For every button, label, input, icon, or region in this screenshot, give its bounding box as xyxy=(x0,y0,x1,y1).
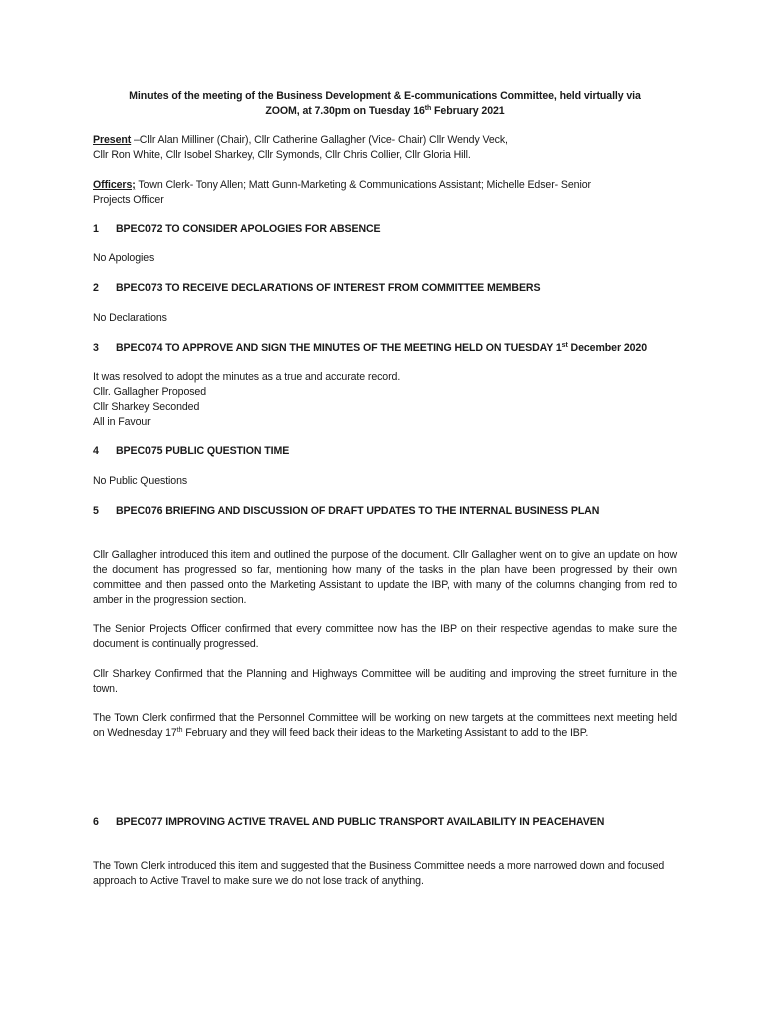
present-section xyxy=(93,133,677,163)
title-line-1: Minutes of the meeting of the Business Development & E-communications Committee, held virtually via xyxy=(129,90,641,102)
item-3-resolution: It was resolved to adopt the minutes as a true and accurate record. xyxy=(93,371,401,383)
item-4-heading xyxy=(93,444,693,459)
officers-text-1: Town Clerk- Tony Allen; Matt Gunn-Marketing & Communications Assistant; Michelle Edser- Senior xyxy=(135,179,591,191)
title-line-2 xyxy=(93,104,677,119)
page-title xyxy=(93,89,677,119)
officers-section xyxy=(93,178,677,208)
present-text-1: –Cllr Alan Milliner (Chair), Cllr Catherine Gallagher (Vice- Chair) Cllr Wendy Veck, xyxy=(131,134,508,146)
item-2-body: No Declarations xyxy=(93,312,167,324)
item-3-seconded: Cllr Sharkey Seconded xyxy=(93,401,200,413)
title-month-year: February 2021 xyxy=(431,105,505,117)
item-3-vote: All in Favour xyxy=(93,416,151,428)
officers-line-2: Projects Officer xyxy=(93,194,164,206)
item-6-title: BPEC077 IMPROVING ACTIVE TRAVEL AND PUBLIC TRANSPORT AVAILABILITY IN PEACEHAVEN xyxy=(116,816,605,828)
officers-line-1 xyxy=(93,178,677,193)
item-3-number: 3 xyxy=(93,342,99,354)
item-4-number: 4 xyxy=(93,445,99,457)
item-5-paragraph-4-text: The Town Clerk confirmed that the Personnel Committee will be working on new targets at the committees next meeting held on Wednesday 17 xyxy=(93,712,677,739)
item-3-proposed: Cllr. Gallagher Proposed xyxy=(93,386,207,398)
item-6-body: The Town Clerk introduced this item and suggested that the Business Committee needs a more narrowed down and focused approach to Active Travel to make sure we do not lose track of anything. xyxy=(93,860,665,887)
item-5-paragraph-3: Cllr Sharkey Confirmed that the Planning and Highways Committee will be auditing and improving the street furniture in the town. xyxy=(93,668,677,695)
item-5-paragraph-4-rest: February and they will feed back their ideas to the Marketing Assistant to add to the IBP. xyxy=(182,727,589,739)
title-date-suffix: th xyxy=(424,105,432,112)
officers-label: Officers; xyxy=(93,179,136,191)
item-5-paragraph-4 xyxy=(93,711,677,741)
present-line-2: Cllr Ron White, Cllr Isobel Sharkey, Cllr Symonds, Cllr Chris Collier, Cllr Gloria Hill. xyxy=(93,149,471,161)
item-5-paragraph-4-suffix: th xyxy=(176,727,183,734)
item-2-number: 2 xyxy=(93,282,99,294)
item-3-title-text: BPEC074 TO APPROVE AND SIGN THE MINUTES OF THE MEETING HELD ON TUESDAY 1 xyxy=(116,342,562,354)
item-2-heading xyxy=(93,281,693,296)
item-5-number: 5 xyxy=(93,505,99,517)
present-line-1 xyxy=(93,133,677,148)
item-1-heading xyxy=(93,222,693,237)
item-3-heading xyxy=(93,341,693,356)
item-2-title: BPEC073 TO RECEIVE DECLARATIONS OF INTEREST FROM COMMITTEE MEMBERS xyxy=(116,282,541,294)
item-5-paragraph-2: The Senior Projects Officer confirmed that every committee now has the IBP on their respective agendas to make sure the document is continually progressed. xyxy=(93,623,677,650)
item-5-paragraph-1: Cllr Gallagher introduced this item and outlined the purpose of the document. Cllr Gallagher went on to give an update on how the document has progressed so far, mentioning how many of the tasks in the plan have been progressed by their own committee and then passed onto the Marketing Assistant to update the IBP, with many of the columns changing from red to amber in the progression section. xyxy=(93,549,677,606)
item-3-title-date: December 2020 xyxy=(567,342,647,354)
item-1-body: No Apologies xyxy=(93,252,155,264)
item-4-title: BPEC075 PUBLIC QUESTION TIME xyxy=(116,445,290,457)
item-4-body: No Public Questions xyxy=(93,475,188,487)
item-5-heading xyxy=(93,504,693,519)
title-date-text: ZOOM, at 7.30pm on Tuesday 16 xyxy=(265,105,425,117)
item-3-title-suffix: st xyxy=(561,342,568,349)
present-label: Present xyxy=(93,134,132,146)
item-3-body xyxy=(93,370,677,430)
item-5-title: BPEC076 BRIEFING AND DISCUSSION OF DRAFT UPDATES TO THE INTERNAL BUSINESS PLAN xyxy=(116,505,600,517)
item-3-title xyxy=(116,342,647,354)
item-1-title: BPEC072 TO CONSIDER APOLOGIES FOR ABSENCE xyxy=(116,223,381,235)
item-1-number: 1 xyxy=(93,223,99,235)
item-6-number: 6 xyxy=(93,816,99,828)
item-6-heading xyxy=(93,815,693,830)
